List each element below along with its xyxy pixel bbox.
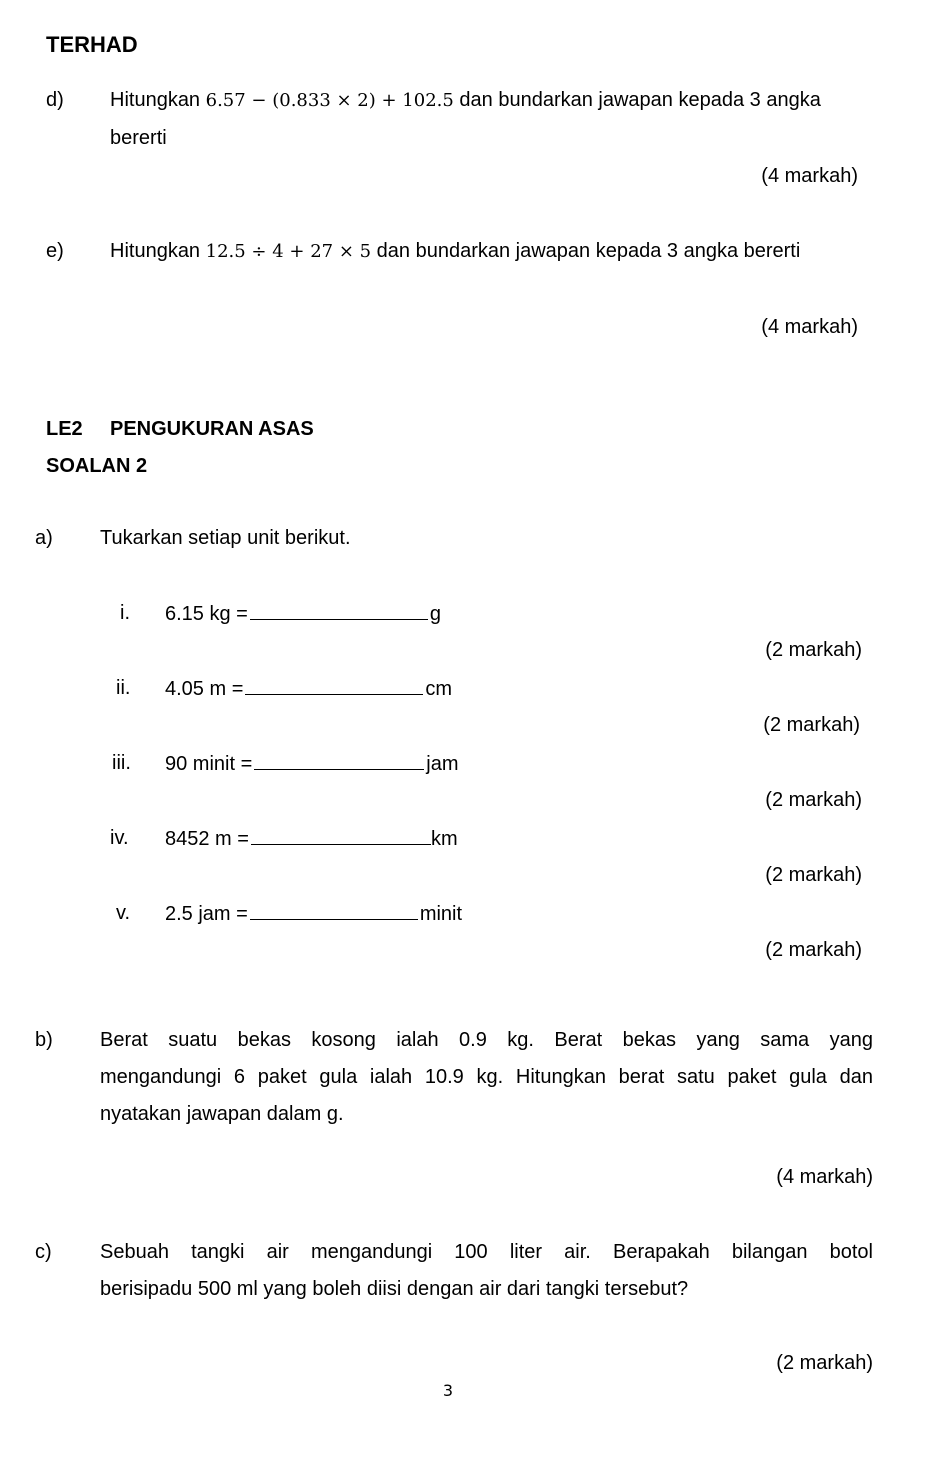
conversion-row <box>165 676 452 701</box>
conversion-numeral: i. <box>120 602 130 624</box>
question-e-marks: (4 markah) <box>761 316 858 338</box>
conversion-lhs: 2.5 jam = <box>165 903 248 925</box>
conversion-unit: jam <box>426 753 459 775</box>
conversion-marks: (2 markah) <box>765 789 862 811</box>
answer-blank <box>245 676 423 695</box>
question-e-expression: 12.5 ÷ 4 + 27 × 5 <box>205 241 372 262</box>
question-e-text <box>110 239 800 264</box>
conversion-marks: (2 markah) <box>763 714 860 736</box>
conversion-lhs: 8452 m = <box>165 828 249 850</box>
conversion-row <box>165 826 458 851</box>
conversion-unit: cm <box>425 678 453 700</box>
question-d-text <box>110 88 821 113</box>
answer-blank <box>251 826 431 845</box>
question-b-body <box>100 1028 873 1139</box>
question-e-suffix: dan bundarkan jawapan kepada 3 angka bererti <box>376 240 801 262</box>
question-c-line: berisipadu 500 ml yang boleh diisi dengan air dari tangki tersebut? <box>100 1278 689 1300</box>
question-b-line: mengandungi 6 paket gula ialah 10.9 kg. Hitungkan berat satu paket gula dan <box>100 1066 873 1088</box>
conversion-marks: (2 markah) <box>765 939 862 961</box>
question-d-suffix: dan bundarkan jawapan kepada 3 angka <box>459 89 821 111</box>
question-d-prefix: Hitungkan <box>110 89 201 111</box>
question-label-a: a) <box>35 527 53 549</box>
conversion-row <box>165 601 441 626</box>
question-d-line2: bererti <box>110 127 167 149</box>
question-d-marks: (4 markah) <box>761 165 858 187</box>
answer-blank <box>250 901 418 920</box>
conversion-marks: (2 markah) <box>765 639 862 661</box>
page-number: 3 <box>442 1381 454 1400</box>
conversion-marks: (2 markah) <box>765 864 862 886</box>
conversion-numeral: v. <box>116 902 131 924</box>
conversion-row <box>165 901 462 926</box>
question-c-marks: (2 markah) <box>776 1352 873 1374</box>
conversion-unit: km <box>430 828 458 850</box>
question-b-marks: (4 markah) <box>776 1166 873 1188</box>
question-b-line: Berat suatu bekas kosong ialah 0.9 kg. Berat bekas yang sama yang <box>100 1029 873 1051</box>
section-code: LE2 <box>46 418 83 440</box>
conversion-numeral: iv. <box>110 827 129 849</box>
classification-label: TERHAD <box>46 32 138 57</box>
question-label-d: d) <box>46 89 64 111</box>
conversion-lhs: 4.05 m = <box>165 678 244 700</box>
conversion-numeral: iii. <box>112 752 131 774</box>
question-e-prefix: Hitungkan <box>110 240 201 262</box>
question-title: SOALAN 2 <box>46 455 148 477</box>
answer-blank <box>250 601 428 620</box>
section-title: PENGUKURAN ASAS <box>110 418 314 440</box>
conversion-lhs: 90 minit = <box>165 753 253 775</box>
answer-blank <box>254 751 424 770</box>
conversion-row <box>165 751 459 776</box>
question-d-expression: 6.57 − (0.833 × 2) + 102.5 <box>205 90 454 111</box>
conversion-lhs: 6.15 kg = <box>165 603 248 625</box>
question-c-line: Sebuah tangki air mengandungi 100 liter air. Berapakah bilangan botol <box>100 1241 873 1263</box>
conversion-unit: minit <box>419 903 463 925</box>
question-label-e: e) <box>46 240 64 262</box>
conversion-unit: g <box>429 603 441 625</box>
question-a-instruction: Tukarkan setiap unit berikut. <box>100 527 351 549</box>
question-label-b: b) <box>35 1029 53 1051</box>
conversion-numeral: ii. <box>116 677 131 699</box>
question-c-body <box>100 1240 873 1314</box>
question-b-line: nyatakan jawapan dalam g. <box>100 1103 344 1125</box>
question-label-c: c) <box>35 1241 52 1263</box>
